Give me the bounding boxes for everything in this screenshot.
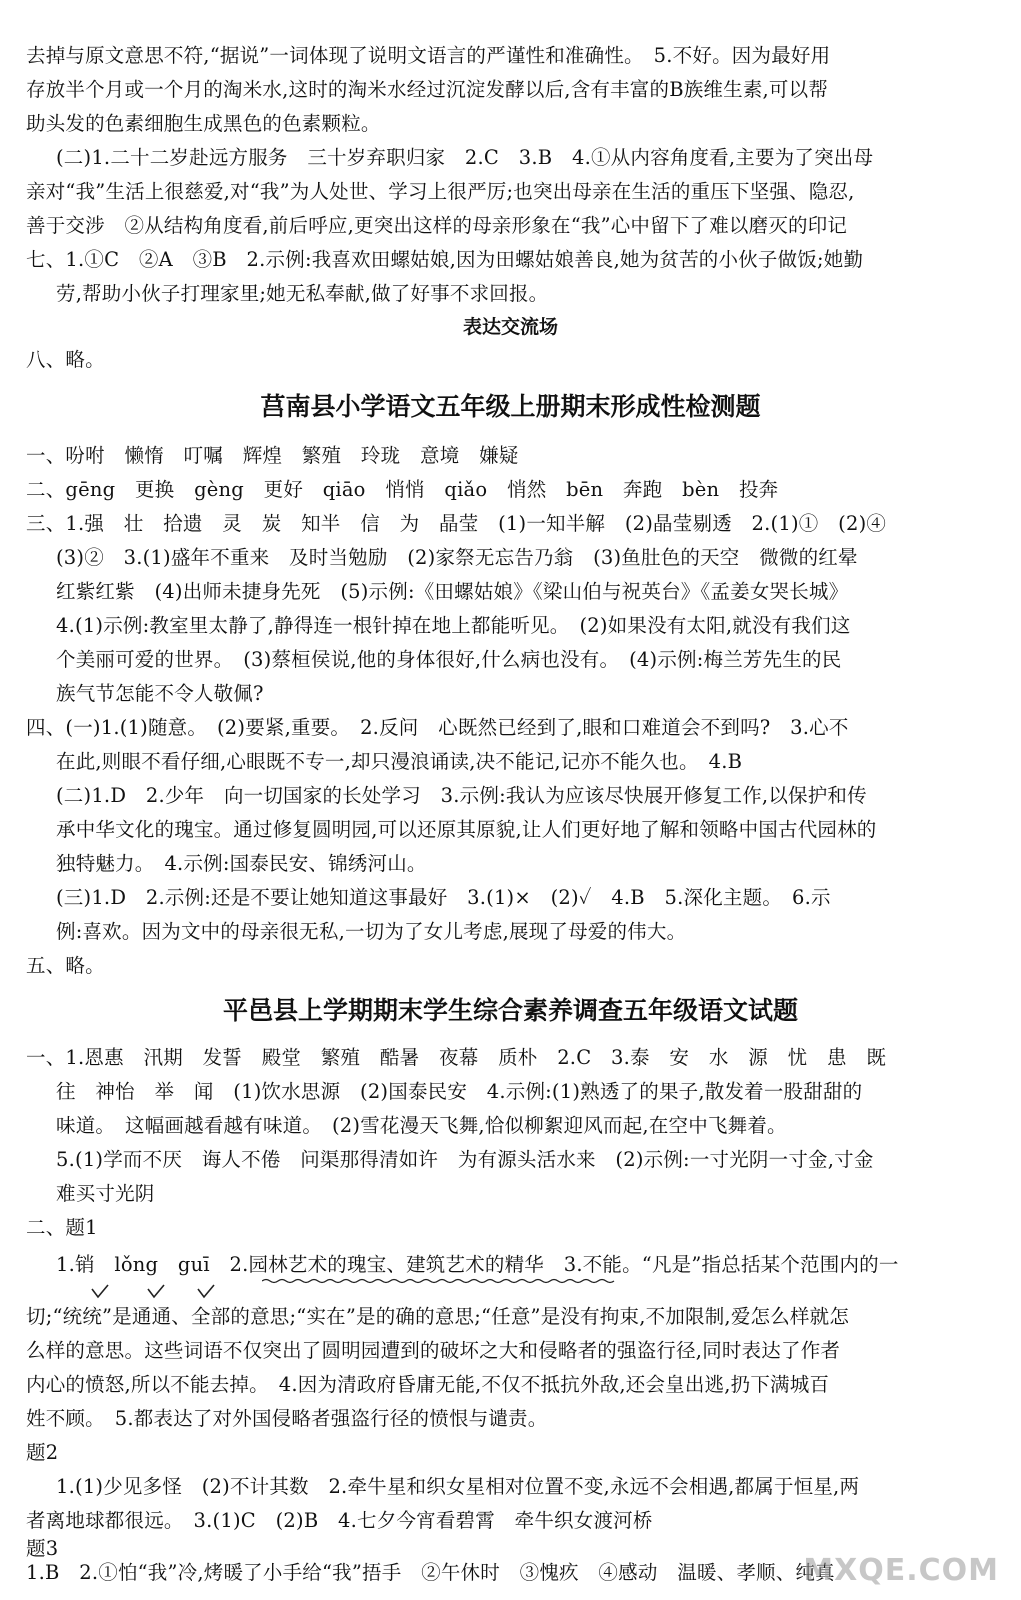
- text-line: 题3: [26, 1537, 59, 1560]
- text-line: (二)1.二十二岁赴远方服务 三十岁弃职归家 2.C 3.B 4.①从内容角度看,主要为了突出母: [56, 146, 874, 169]
- text-line: 1.(1)少见多怪 (2)不计其数 2.牵牛星和织女星相对位置不变,永远不会相遇,都属于恒星,两: [56, 1475, 860, 1498]
- text-line: 承中华文化的瑰宝。通过修复圆明园,可以还原其原貌,让人们更好地了解和领略中国古代园林的: [56, 818, 877, 841]
- text-line: 独特魅力。 4.示例:国泰民安、锦绣河山。: [56, 852, 427, 875]
- text-line: 一、吩咐 懒惰 叮嘱 辉煌 繁殖 玲珑 意境 嫌疑: [26, 444, 519, 467]
- text-line: 在此,则眼不看仔细,心眼既不专一,却只漫浪诵读,决不能记,记亦不能久也。 4.B: [56, 750, 743, 773]
- text-line: 难买寸光阴: [56, 1182, 155, 1205]
- text-line: 题2: [26, 1441, 59, 1464]
- text-line: 七、1.①C ②A ③B 2.示例:我喜欢田螺姑娘,因为田螺姑娘善良,她为贫苦的小伙子做饭;她勤: [26, 248, 864, 271]
- text-line: 善于交涉 ②从结构角度看,前后呼应,更突出这样的母亲形象在“我”心中留下了难以磨灭的印记: [26, 214, 848, 237]
- text-line: 么样的意思。这些词语不仅突出了圆明园遭到的破坏之大和侵略者的强盗行径,同时表达了作者: [26, 1339, 841, 1362]
- text-line: 四、(一)1.(1)随意。 (2)要紧,重要。 2.反问 心既然已经到了,眼和口难道会不到吗? 3.心不: [26, 716, 849, 739]
- text-line: 族气节怎能不令人敬佩?: [56, 682, 264, 705]
- text-line: 1.销 lǒng guī 2.园林艺术的瑰宝、建筑艺术的精华 3.不能。“凡是”指总括某个范围内的一: [56, 1253, 899, 1276]
- text-line: 1.B 2.①怕“我”冷,烤暖了小手给“我”捂手 ②午休时 ③愧疚 ④感动 温暖、孝顺、纯真: [26, 1561, 835, 1584]
- text-line: (三)1.D 2.示例:还是不要让她知道这事最好 3.(1)× (2)✓ 4.B 5.深化主题。 6.示: [56, 886, 831, 909]
- wavy-underline: [262, 1278, 616, 1284]
- text-line: 例:喜欢。因为文中的母亲很无私,一切为了女儿考虑,展现了母爱的伟大。: [56, 920, 687, 943]
- text-line: 去掉与原文意思不符,“据说”一词体现了说明文语言的严谨性和准确性。 5.不好。因为最好用: [26, 44, 831, 67]
- text-line: 八、略。: [26, 348, 105, 371]
- text-line: 亲对“我”生活上很慈爱,对“我”为人处世、学习上很严厉;也突出母亲在生活的重压下坚强、隐忍,: [26, 180, 855, 203]
- text-line: 劳,帮助小伙子打理家里;她无私奉献,做了好事不求回报。: [56, 282, 549, 305]
- text-line: 姓不顾。 5.都表达了对外国侵略者强盗行径的愤恨与谴责。: [26, 1407, 548, 1430]
- text-line: 往 神怡 举 闻 (1)饮水思源 (2)国泰民安 4.示例:(1)熟透了的果子,散发着一股甜甜的: [56, 1080, 863, 1103]
- exam-title-pingyi: 平邑县上学期期末学生综合素养调查五年级语文试题: [222, 996, 798, 1025]
- watermark: MXQE.COM: [803, 1553, 999, 1588]
- text-line: (二)1.D 2.少年 向一切国家的长处学习 3.示例:我认为应该尽快展开修复工作,以保护和传: [56, 784, 867, 807]
- text-line: 切;“统统”是通通、全部的意思;“实在”是的确的意思;“任意”是没有拘束,不加限制,爱怎么样就怎: [26, 1305, 850, 1328]
- section-subheading: 表达交流场: [462, 316, 558, 338]
- text-line: 个美丽可爱的世界。 (3)蔡桓侯说,他的身体很好,什么病也没有。 (4)示例:梅兰芳先生的民: [56, 648, 842, 671]
- text-line: 红紫红紫 (4)出师未捷身先死 (5)示例:《田螺姑娘》《梁山伯与祝英台》《孟姜女哭长城》: [56, 580, 849, 603]
- text-line: 味道。 这幅画越看越有味道。 (2)雪花漫天飞舞,恰似柳絮迎风而起,在空中飞舞着。: [56, 1114, 787, 1137]
- exam-title-junan: 莒南县小学语文五年级上册期末形成性检测题: [260, 392, 761, 421]
- text-line: (3)② 3.(1)盛年不重来 及时当勉励 (2)家祭无忘告乃翁 (3)鱼肚色的天空 微微的红晕: [56, 546, 858, 569]
- text-line: 5.(1)学而不厌 诲人不倦 问渠那得清如许 为有源头活水来 (2)示例:一寸光阴一寸金,寸金: [56, 1148, 874, 1171]
- text-line: 一、1.恩惠 汛期 发誓 殿堂 繁殖 酷暑 夜幕 质朴 2.C 3.泰 安 水 源 忧 患 既: [26, 1046, 887, 1069]
- text-line: 助头发的色素细胞生成黑色的色素颗粒。: [26, 112, 381, 135]
- text-line: 者离地球都很远。 3.(1)C (2)B 4.七夕今宵看碧霄 牵牛织女渡河桥: [26, 1509, 653, 1532]
- text-line: 二、gēng 更换 gèng 更好 qiāo 悄悄 qiǎo 悄然 bēn 奔跑 bèn 投奔: [26, 478, 779, 501]
- text-line: 4.(1)示例:教室里太静了,静得连一根针掉在地上都能听见。 (2)如果没有太阳,就没有我们这: [56, 614, 851, 637]
- text-line: 二、题1: [26, 1216, 98, 1239]
- text-line: 内心的愤怒,所以不能去掉。 4.因为清政府昏庸无能,不仅不抵抗外敌,还会皇出逃,扔下满城百: [26, 1373, 830, 1396]
- text-line: 存放半个月或一个月的淘米水,这时的淘米水经过沉淀发酵以后,含有丰富的B族维生素,可以帮: [26, 78, 829, 101]
- text-line: 三、1.强 壮 拾遗 灵 炭 知半 信 为 晶莹 (1)一知半解 (2)晶莹剔透 2.(1)① (2)④: [26, 512, 887, 535]
- text-line: 五、略。: [26, 954, 105, 977]
- check-marks: [86, 1281, 246, 1303]
